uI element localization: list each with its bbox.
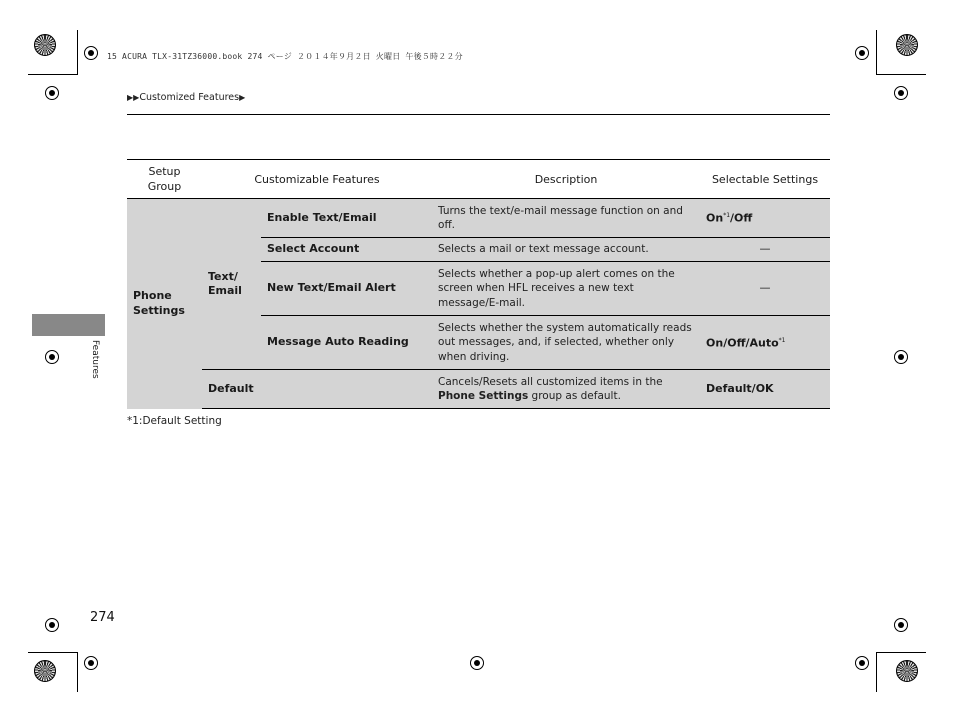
registration-target-icon [45, 86, 59, 100]
registration-target-icon [855, 656, 869, 670]
rosette-mark-icon [896, 34, 918, 56]
group-phone-settings: Phone Settings [127, 199, 202, 409]
header-setup-group: Setup Group [127, 160, 202, 199]
registration-target-icon [45, 350, 59, 364]
feature-enable-text-email: Enable Text/Email [261, 199, 432, 238]
crop-mark [28, 652, 78, 653]
settings-select-account: — [700, 238, 830, 262]
page-number: 274 [90, 610, 115, 625]
crop-mark [77, 652, 78, 692]
breadcrumb-arrow: ▶ [239, 93, 246, 102]
description-enable-text-email: Turns the text/e-mail message function on and off. [432, 199, 700, 238]
registration-target-icon [894, 86, 908, 100]
registration-target-icon [855, 46, 869, 60]
crop-mark [876, 652, 926, 653]
feature-message-auto-reading: Message Auto Reading [261, 316, 432, 370]
settings-default: Default/OK [700, 370, 830, 409]
customized-features-table [127, 159, 830, 409]
header-customizable-features: Customizable Features [202, 160, 432, 199]
rosette-mark-icon [896, 660, 918, 682]
crop-mark [28, 74, 78, 75]
print-header: 15 ACURA TLX-31TZ36000.book 274 ページ ２０１４年９月２日 火曜日 午後５時２２分 [107, 52, 463, 61]
subgroup-text-email: Text/ Email [202, 199, 261, 370]
feature-default: Default [202, 370, 432, 409]
feature-select-account: Select Account [261, 238, 432, 262]
feature-new-text-email-alert: New Text/Email Alert [261, 262, 432, 316]
crop-mark [77, 30, 78, 75]
description-new-text-email-alert: Selects whether a pop-up alert comes on the screen when HFL receives a new text message/E-mail. [432, 262, 700, 316]
description-default: Cancels/Resets all customized items in the Phone Settings group as default. [432, 370, 700, 409]
header-rule [127, 114, 830, 115]
breadcrumb-arrows: ▶▶ [127, 93, 140, 102]
header-selectable-settings: Selectable Settings [700, 160, 830, 199]
description-select-account: Selects a mail or text message account. [432, 238, 700, 262]
settings-new-text-email-alert: — [700, 262, 830, 316]
description-message-auto-reading: Selects whether the system automatically reads out messages, and, if selected, whether only when driving. [432, 316, 700, 370]
settings-enable-text-email: On$^{*1}$/Off [700, 199, 830, 238]
breadcrumb [127, 92, 245, 103]
footnote: *1:Default Setting [127, 415, 222, 427]
registration-target-icon [84, 656, 98, 670]
rosette-mark-icon [34, 660, 56, 682]
registration-target-icon [894, 618, 908, 632]
crop-mark [876, 652, 877, 692]
crop-mark [876, 30, 877, 75]
rosette-mark-icon [34, 34, 56, 56]
registration-target-icon [84, 46, 98, 60]
breadcrumb-text[interactable]: Customized Features [139, 92, 240, 103]
registration-target-icon [894, 350, 908, 364]
registration-target-icon [470, 656, 484, 670]
side-label: Features [90, 340, 100, 379]
header-description: Description [432, 160, 700, 199]
registration-target-icon [45, 618, 59, 632]
crop-mark [876, 74, 926, 75]
settings-message-auto-reading: On/Off/Auto$^{*1}$ [700, 316, 830, 370]
side-tab [32, 314, 105, 336]
